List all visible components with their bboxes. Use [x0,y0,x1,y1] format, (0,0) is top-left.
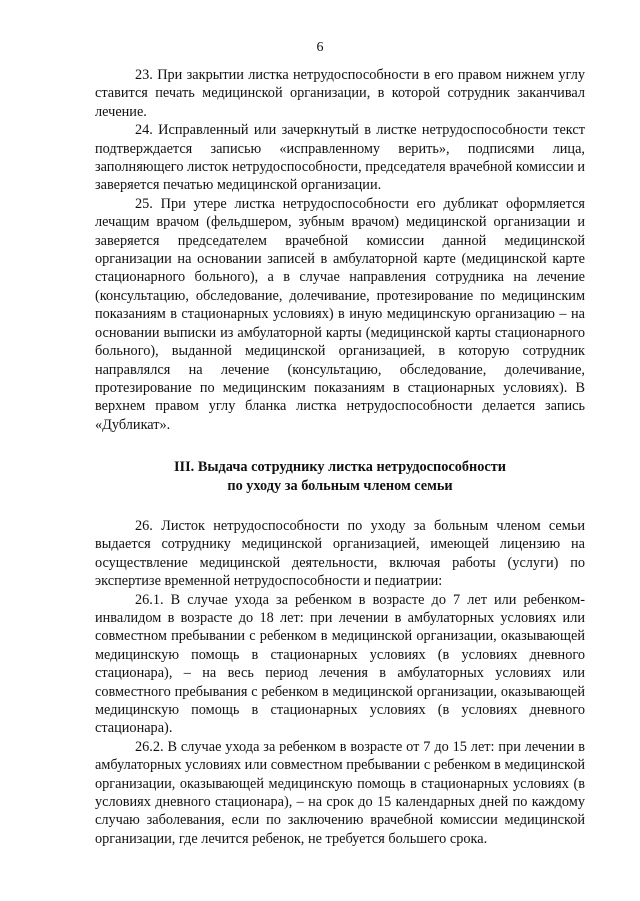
paragraph-23: 23. При закрытии листка нетрудоспособности в его правом нижнем углу ставится печать медицинской организации, в которой сотрудник заканчивал лечение. [95,67,585,120]
paragraph-26: 26. Листок нетрудоспособности по уходу за больным членом семьи выдается сотруднику медицинской организацией, имеющей лицензию на осуществление медицинской деятельности, включая работы (услуги) по экспертизе временной нетрудоспособности и педиатрии: [95,517,585,590]
document-body [95,66,585,848]
section-heading [95,458,585,495]
section-heading-line-1: III. Выдача сотруднику листка нетрудоспособности [173,459,507,476]
paragraph-26-1: 26.1. В случае ухода за ребенком в возрасте до 7 лет или ребенком-инвалидом в возрасте до 18 лет: при лечении в амбулаторных условиях или совместном пребывании с ребенком в медицинской организации, оказывающей медицинскую помощь в стационарных условиях (в условиях дневного стационара), – на весь период лечения в амбулаторных условиях или совместного пребывания с ребенком в медицинской организации, оказывающей медицинскую помощь в стационарных условиях (в условиях дневного стационара). [95,591,585,737]
paragraph-26-2: 26.2. В случае ухода за ребенком в возрасте от 7 до 15 лет: при лечении в амбулаторных условиях или совместном пребывании с ребенком в медицинской организации, оказывающей медицинскую помощь в стационарных условиях (в условиях дневного стационара), – на срок до 15 календарных дней по каждому случаю заболевания, если по заключению врачебной комиссии медицинской организации, где лечится ребенок, не требуется большего срока. [95,738,585,847]
section-heading-line-2: по уходу за больным членом семьи [227,477,453,494]
page-number: 6 [316,40,324,55]
paragraph-24: 24. Исправленный или зачеркнутый в листке нетрудоспособности текст подтверждается записью «исправленному верить», подписями лица, заполняющего листок нетрудоспособности, председателя врачебной комиссии и заверяется печатью медицинской организации. [95,122,585,194]
paragraph-25: 25. При утере листка нетрудоспособности его дубликат оформляется лечащим врачом (фельдшером, зубным врачом) медицинской организации и заверяется председателем врачебной комиссии данной медицинской организации на основании записей в амбулаторной карте (медицинской карте стационарного больного), а в случае направления сотрудника на лечение (консультацию, обследование, долечивание, протезирование по медицинским показаниям в стационарных условиях) в иную медицинскую организацию – на основании выписки из амбулаторной карты (медицинской карты стационарного больного), выданной медицинской организацией, в которую сотрудник направлялся на лечение (консультацию, обследование, долечивание, протезирование по медицинским показаниям в стационарных условиях). В верхнем правом углу бланка листка нетрудоспособности делается запись «Дубликат». [95,195,585,433]
